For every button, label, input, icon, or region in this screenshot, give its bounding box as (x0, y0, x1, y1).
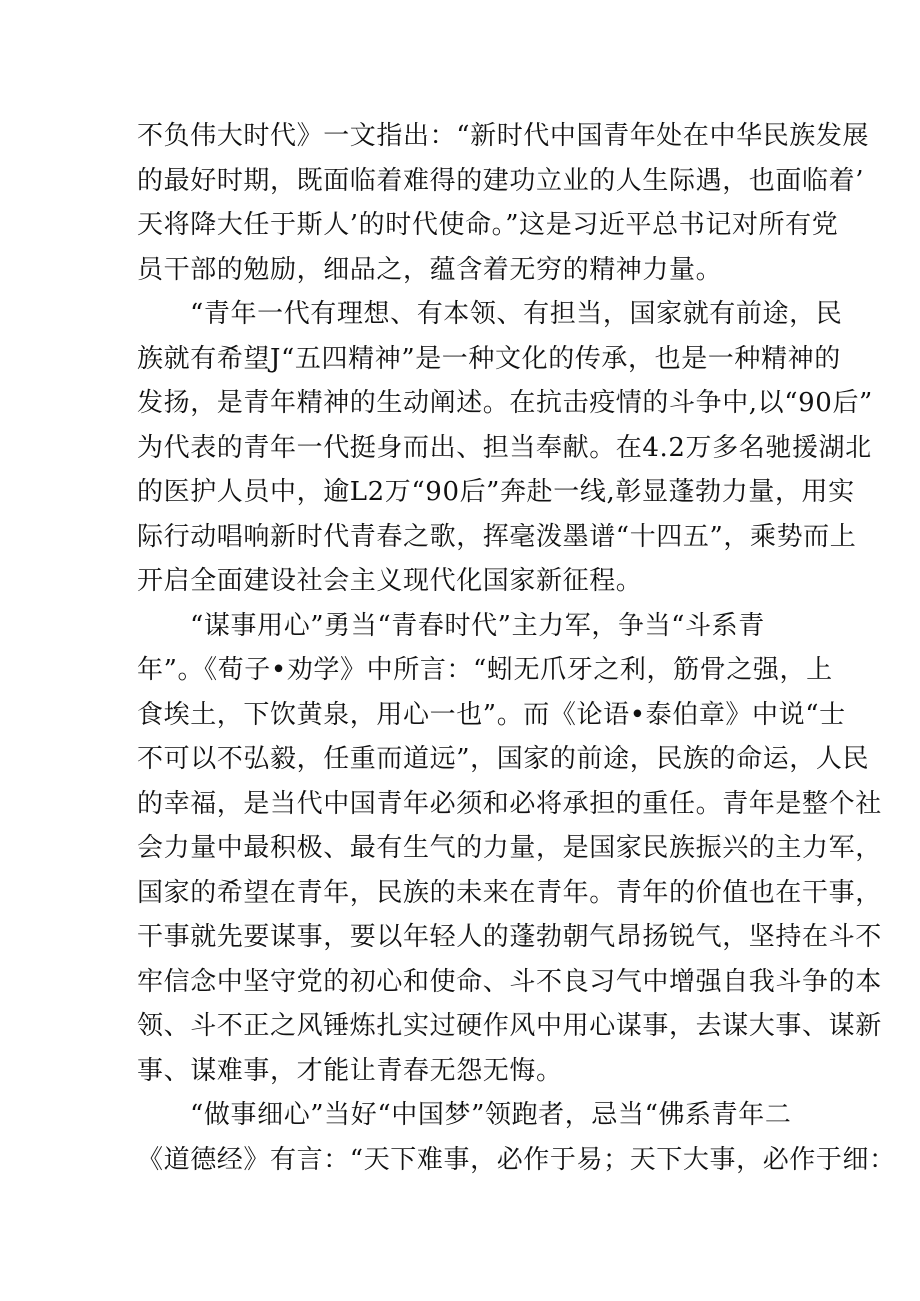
text-line: 国家的希望在青年，民族的未来在青年。青年的价值也在干事， (137, 877, 882, 908)
text-line: 的医护人员中，逾L2万“90后”奔赴一线,彰显蓬勃力量，用实 (137, 477, 855, 507)
text-line: 领、斗不正之风锤炼扎实过硬作风中用心谋事，去谋大事、谋新 (137, 1011, 882, 1041)
text-line: 会力量中最积极、最有生气的力量，是国家民族振兴的主力军， (137, 833, 882, 863)
text-line: “青年一代有理想、有本领、有担当，国家就有前途，民 (190, 299, 843, 329)
text-line: 年”。《荀子•劝学》中所言：“蚓无爪牙之利，筋骨之强，上 (137, 655, 833, 685)
text-line: 《道德经》有言：“天下难事，必作于易；天下大事，必作于细： (137, 1144, 896, 1175)
text-line: 天将降大任于斯人’的时代使命。”这是习近平总书记对所有党 (137, 210, 839, 240)
text-line: “做事细心”当好“中国梦”领跑者，忌当“佛系青年二 (190, 1100, 792, 1130)
paragraph-2 (137, 292, 873, 604)
paragraph-3 (137, 604, 882, 1094)
text-line: 开启全面建设社会主义现代化国家新征程。 (137, 566, 643, 596)
paragraph-4 (137, 1093, 896, 1182)
text-line: 事、谋难事，才能让青春无怨无悔。 (137, 1055, 563, 1086)
text-line: 的最好时期，既面临着难得的建功立业的人生际遇，也面临着’ (137, 165, 865, 196)
text-line: 际行动唱响新时代青春之歌，挥毫泼墨谱“十四五”，乘势而上 (137, 521, 857, 552)
text-line: 的幸福，是当代中国青年必须和必将承担的重任。青年是整个社 (137, 788, 882, 819)
text-line: “谋事用心”勇当“青春时代”主力军，争当“斗系青 (190, 610, 765, 641)
text-line: 不可以不弘毅，任重而道远”，国家的前途，民族的命运，人民 (137, 744, 870, 774)
paragraph-1 (137, 114, 870, 292)
text-line: 发扬，是青年精神的生动阐述。在抗击疫情的斗争中,以“90后” (137, 388, 873, 418)
text-line: 食埃土，下饮黄泉，用心一也”。而《论语•泰伯章》中说“士 (137, 699, 846, 730)
text-line: 员干部的勉励，细品之，蕴含着无穷的精神力量。 (137, 254, 723, 285)
text-line: 族就有希望J“五四精神”是一种文化的传承，也是一种精神的 (137, 343, 841, 374)
text-line: 不负伟大时代》一文指出：“新时代中国青年处在中华民族发展 (137, 121, 870, 151)
text-line: 牢信念中坚守党的初心和使命、斗不良习气中增强自我斗争的本 (137, 966, 882, 997)
text-line: 为代表的青年一代挺身而出、担当奉献。在4.2万多名驰援湖北 (137, 432, 872, 463)
text-line: 干事就先要谋事，要以年轻人的蓬勃朝气昂扬锐气，坚持在斗不 (137, 922, 882, 952)
document-body (137, 114, 896, 1182)
